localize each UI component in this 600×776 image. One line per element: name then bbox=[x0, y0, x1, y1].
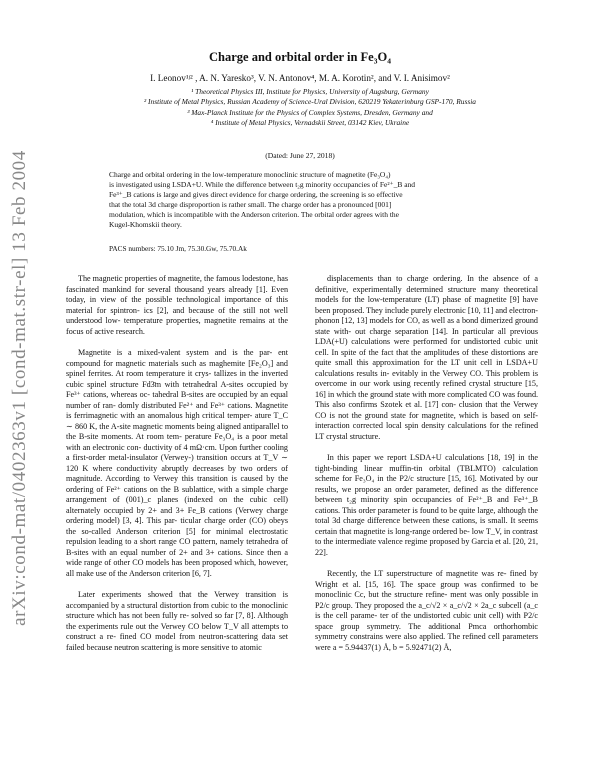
paragraph-line: in the tight-binding linear muffin-tin orbital (TBLMTO) bbox=[315, 453, 538, 473]
paragraph-line: solved so far [7, 8]. Although the experiments rule out bbox=[66, 611, 289, 631]
paragraph-line: Later experiments showed that the Verwey transition bbox=[78, 590, 277, 599]
paragraph-line: evitably in the Verwey CO. This problem is overcome in bbox=[315, 368, 539, 388]
affiliation-2: ² Institute of Metal Physics, Russian Academy of Science-Ural Division, 620219 Yekaterinburg GSP-170, Russia bbox=[143, 97, 476, 106]
paragraph-line: ment was only possible in P2/c group. They proposed bbox=[315, 590, 539, 610]
arxiv-identifier-sidebar bbox=[4, 148, 36, 628]
paragraph-line: tallizes in the inverted cubic spinel structure Fd3̄m with bbox=[66, 369, 288, 389]
paragraph-line: The magnetic properties of magnetite, the famous bbox=[78, 274, 240, 283]
paragraph-line: temperature properties, magnetite remains at the focus bbox=[66, 316, 288, 336]
paragraph-line: ter of the undistorted cubic unit cell) with P2/c space bbox=[315, 611, 538, 631]
paragraph-line: perature Fe₃O₄ is a poor metal with an electronic con- bbox=[66, 432, 289, 452]
paragraph-line: LDA(+U) calculations were performed for undistorted bbox=[315, 337, 501, 346]
paragraph-line: our work using recently refined crystal structure [15, 16] bbox=[315, 379, 538, 399]
paragraph-line: with an equal number of 2+ and 3+ cations. Since then a bbox=[91, 547, 288, 557]
paragraph-gap bbox=[315, 558, 538, 569]
paragraph-line: for the LT unit cell in LSDA+U calculations results in- bbox=[315, 358, 538, 378]
paragraph-line: because neutron scattering is more sensitive to atomic bbox=[86, 642, 262, 652]
paragraph-line: the Verwey CO below T_V all attempts to construct a re- bbox=[66, 621, 289, 641]
paragraph-line: structure. bbox=[349, 431, 381, 441]
abstract-line: modulation, which is incompatible with the Anderson criterion. The orbital order agrees with the bbox=[109, 209, 399, 219]
paragraph-line: aligned antiparallel to the B-site moments. At room tem- bbox=[66, 421, 289, 441]
paragraph-line: however, all make use of the Anderson criterion [6, 7]. bbox=[66, 558, 289, 578]
body-paragraph bbox=[66, 274, 288, 337]
body-paragraph bbox=[66, 590, 288, 653]
paragraph-line: electronic [10, 11] and electron-phonon [12, 13] models bbox=[315, 305, 539, 325]
paragraph-line: parameter, defined as the difference between t₂g minority bbox=[315, 484, 538, 504]
paper-title: Charge and orbital order in Fe₃O₄ bbox=[209, 50, 391, 64]
paragraph-gap bbox=[66, 337, 288, 348]
date-line: (Dated: June 27, 2018) bbox=[265, 151, 335, 160]
paragraph-line: in which the ground state with more complicated CO bbox=[327, 389, 501, 399]
paragraph-line: local spin density calculations for the refined LT crystal bbox=[315, 421, 539, 441]
paragraph-line: out charge separation [14]. In particular all previous bbox=[355, 326, 539, 336]
paragraph-line: ductivity of 4 mΩ·cm. Upon further cooling a first-order bbox=[66, 442, 288, 462]
paragraph-line: magnetite [9] have been proposed. They include purely bbox=[315, 295, 538, 315]
abstract bbox=[109, 170, 509, 229]
affiliation-1: ¹ Theoretical Physics III, Institute for Physics, University of Augsburg, Germany bbox=[191, 87, 429, 96]
paragraph-line: displacements than to charge ordering. In the absence of bbox=[327, 274, 530, 283]
paragraph-line: a simple charge arrangement of (001)_c planes (indexed on bbox=[66, 484, 288, 504]
paragraph-line: magnitude. According to Verwey this transition is caused bbox=[66, 474, 263, 483]
paragraph-line: cations (Verwey charge ordering model) [3, 4]. This par- bbox=[66, 505, 288, 525]
paragraph-line: K where conductivity abruptly decreases by two orders of bbox=[82, 463, 289, 473]
paragraph-line: lodestone, has fascinated mankind for several thousand bbox=[66, 274, 288, 294]
paragraph-line: ics [2], and because of the still not well understood low- bbox=[66, 305, 288, 325]
abstract-line: Kugel-Khomskii theory. bbox=[109, 219, 182, 229]
paragraph-line: Recently, the LT superstructure of magnetite was re- bbox=[327, 569, 507, 578]
paragraph-line: of active research. bbox=[85, 326, 145, 336]
paragraph-line: 3d charge difference between these cations, is small. It bbox=[332, 516, 516, 525]
paragraph-line: group symmetry. The additional Pmca orthorhombic bbox=[340, 621, 539, 631]
affiliation-3: ³ Max-Planck Institute for the Physics of Complex Systems, Dresden, Germany and bbox=[187, 108, 433, 117]
paragraph-line: for CO, as well as a bond dimerized ground state with- bbox=[315, 316, 538, 336]
paragraph-line: parameter is found to be quite large, although the total bbox=[315, 505, 538, 525]
paragraph-line: metal-insulator (Verwey-) transition occurs at T_V ∼ 120 bbox=[66, 453, 288, 473]
paragraph-line: parameters were a = 5.94437(1) Å, b = 5.92471(2) Å, bbox=[315, 632, 538, 652]
paragraph-line: a definitive, experimentally determined structure many bbox=[315, 274, 539, 294]
paragraph-line: years already [1]. Even today, in view of the possible bbox=[66, 284, 289, 304]
paragraph-gap bbox=[66, 579, 288, 590]
paragraph-line: fined by Wright et al. [15, 16]. The space group was bbox=[315, 569, 538, 589]
paragraph-line: low T_V, in contrast to the intermediate valence regime bbox=[315, 526, 538, 546]
left-text-column bbox=[66, 274, 288, 653]
paragraph-line: domly distributed Fe²⁺ and Fe³⁺ cations. Magnetite is bbox=[66, 400, 289, 420]
paragraph-line: [Fe₂O₃] and spinel ferrites. At room temperature it crys- bbox=[66, 358, 288, 378]
paragraph-line: proposed by Garcia et al. [20, 21, 22]. bbox=[315, 537, 539, 557]
paragraph-line: spin occupancies of Fe²⁺_B and Fe³⁺_B cations. This order bbox=[315, 495, 538, 515]
paragraph-line: wide range of other CO models has been proposed which, bbox=[66, 558, 257, 567]
paragraph-line: calculation scheme for Fe₃O₄ in the P2/c structure bbox=[315, 463, 538, 483]
paragraph-line: a short range CO pattern, namely tetrahedra of B-sites bbox=[66, 537, 288, 557]
paragraph-line: confirmed to be monoclinic Cc, but the structure refine- bbox=[315, 579, 538, 599]
paragraph-line: is accompanied by a structural distortion from cubic to bbox=[66, 590, 289, 610]
paragraph-line: magnetite, which is based on self-interaction corrected bbox=[315, 410, 539, 430]
paragraph-line: technological importance of this material for spintron- bbox=[66, 295, 288, 315]
paragraph-line: [15, 16]. Motivated by our results, we propose an order bbox=[315, 474, 538, 494]
paragraph-line: symmetry constrains were also applied. The refined cell bbox=[315, 632, 500, 641]
body-paragraph bbox=[315, 569, 538, 653]
paragraph-gap bbox=[315, 442, 538, 453]
right-text-column bbox=[315, 274, 538, 653]
body-paragraph bbox=[315, 274, 538, 442]
paragraph-line: ature T_C ∼ 860 K, the A-site magnetic moments being bbox=[66, 411, 288, 431]
paragraph-line: fined CO model from neutron-scattering data set failed bbox=[66, 632, 288, 652]
paragraph-line: of these distortions are quite small this approximation bbox=[315, 347, 538, 367]
paragraph-line: tahedral B-sites are occupied by an equal number of ran- bbox=[66, 390, 288, 410]
paragraph-line: the monoclinic structure which has not been fully re- bbox=[66, 600, 288, 620]
paragraph-line: the cubic cell) alternately occupied by 2+ and 3+ Fe_B bbox=[66, 495, 288, 515]
paragraph-line: the a_c/√2 × a_c/√2 × 2a_c subcell (a_c is the cell parame- bbox=[315, 600, 539, 620]
paragraph-line: ticular charge order (CO) obeys the so-called Anderson bbox=[66, 516, 289, 536]
paragraph-line: criterion [5] for minimal electrostatic repulsion leading to bbox=[66, 526, 288, 546]
paragraph-line: cubic unit cell. In spite of the fact that the amplitudes bbox=[315, 337, 538, 357]
paragraph-line: ferrimagnetic with an anomalous high critical temper- bbox=[73, 411, 253, 420]
pacs-numbers: PACS numbers: 75.10 Jm, 75.30.Gw, 75.70.Ak bbox=[109, 244, 247, 253]
author-list: I. Leonov¹ʲ² , A. N. Yaresko³, V. N. Antonov⁴, M. A. Korotin², and V. I. Anisimov² bbox=[150, 73, 450, 83]
paragraph-line: In this paper we report LSDA+U calculations [18, 19] bbox=[327, 453, 515, 462]
paragraph-line: Magnetite is a mixed-valent system and is the par- bbox=[78, 348, 273, 357]
paragraph-line: tetrahedral A-sites occupied by Fe³⁺ cations, whereas oc- bbox=[66, 379, 289, 399]
affiliation-4: ⁴ Institute of Metal Physics, Vernadskii Street, 03142 Kiev, Ukraine bbox=[210, 118, 410, 127]
arxiv-identifier-text: arXiv:cond-mat/0402363v1 [cond-mat.str-el] 13 Feb 2004 bbox=[9, 150, 31, 626]
abstract-line: Fe³⁺_B cations is large and gives direct evidence for charge ordering, the screening is so effective bbox=[109, 189, 403, 199]
paragraph-line: theoretical models for the low-temperature (LT) phase of bbox=[315, 284, 539, 304]
body-paragraph bbox=[315, 453, 538, 558]
abstract-line: is investigated using LSDA+U. While the difference between t₂g minority occupancies of Fe²⁺_B and bbox=[109, 179, 416, 189]
paragraph-line: by the ordering of Fe²⁺ cations on the B sublattice, with bbox=[66, 474, 288, 494]
abstract-line: that the total 3d charge disproportion is rather small. The charge order has a pronounced [001] bbox=[109, 199, 392, 209]
abstract-line: Charge and orbital ordering in the low-temperature monoclinic structure of magnetite (Fe₃O₄) bbox=[109, 170, 391, 179]
paragraph-line: clusion that the Verwey CO is not the ground state for bbox=[315, 400, 538, 420]
paragraph-line: was found. This also confirms Szotek et al. [17] con- bbox=[315, 389, 539, 409]
body-paragraph bbox=[66, 348, 288, 579]
paragraph-line: seems certain that magnetite is long-range ordered be- bbox=[315, 516, 539, 536]
paragraph-line: ent compound for magnetic materials such as maghemite bbox=[66, 348, 288, 368]
